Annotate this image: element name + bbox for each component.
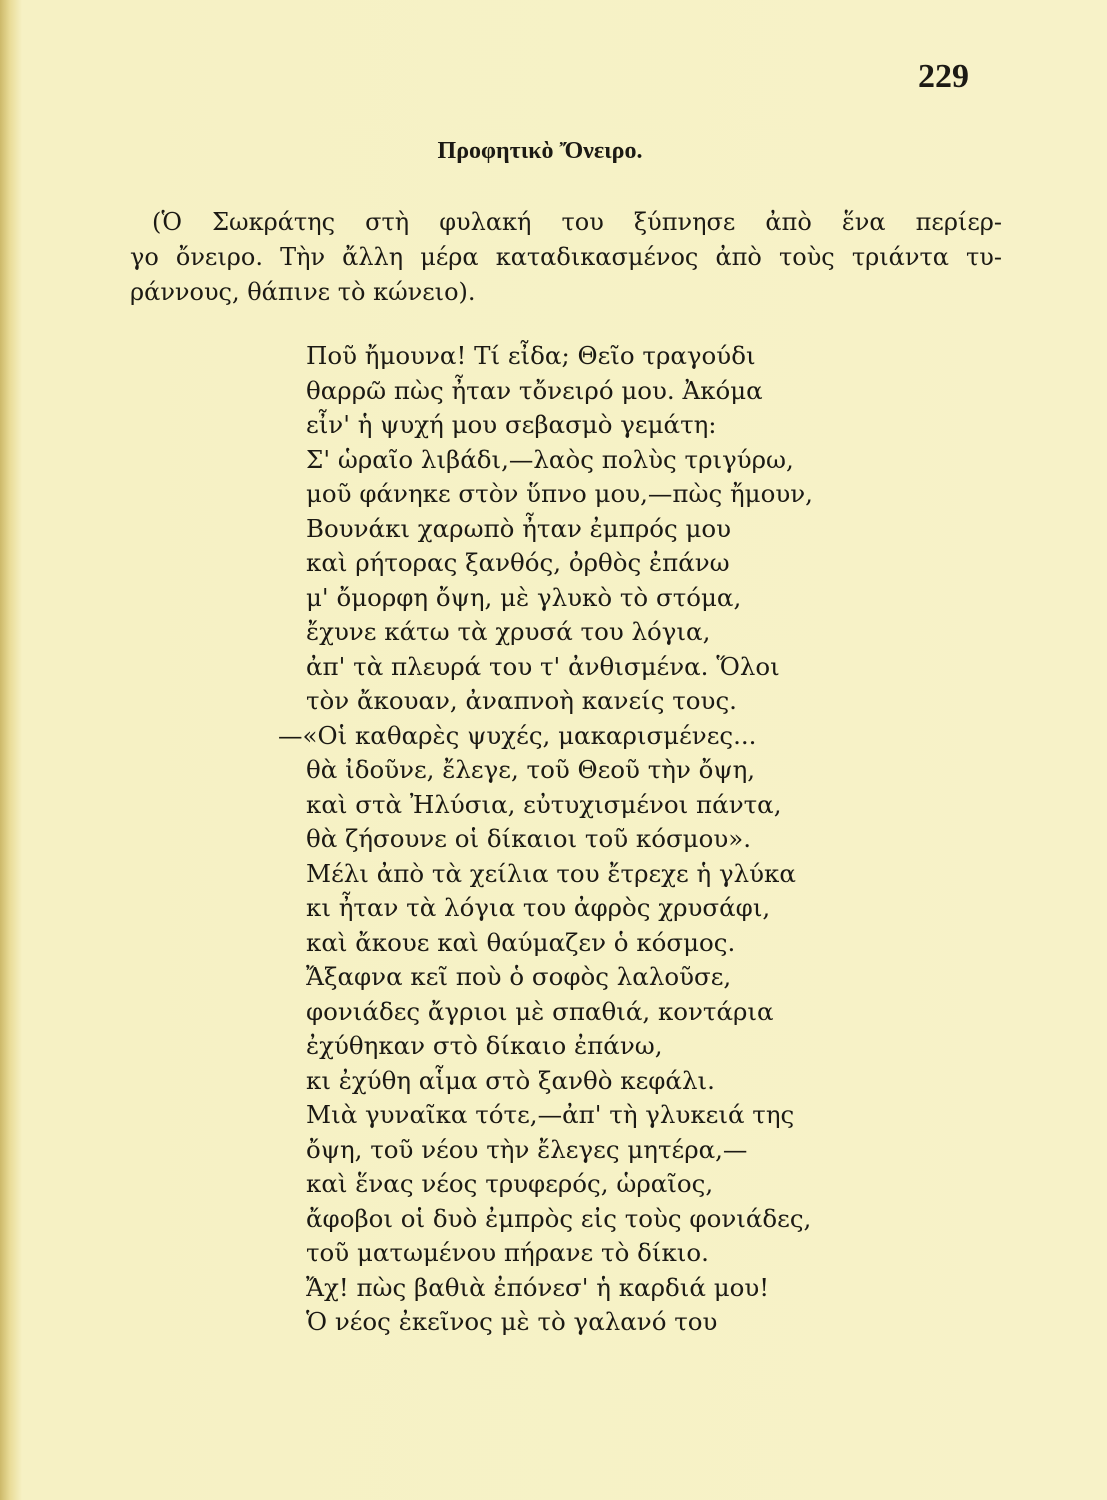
verse-line: τὸν ἄκουαν, ἀναπνοὴ κανείς τους. bbox=[306, 686, 737, 715]
intro-paragraph bbox=[130, 205, 1002, 310]
verse-line: μοῦ φάνηκε στὸν ὕπνο μου,—πὼς ἤμουν, bbox=[306, 479, 813, 508]
verse-line: καὶ ἕνας νέος τρυφερός, ὡραῖος, bbox=[306, 1169, 714, 1198]
verse-line: Ἄχ! πὼς βαθιὰ ἐπόνεσ' ἡ καρδιά μου! bbox=[306, 1272, 770, 1302]
verse-line: καὶ ἄκουε καὶ θαύμαζεν ὁ κόσμος. bbox=[306, 927, 736, 957]
poem-body bbox=[278, 339, 813, 1340]
verse-line: θαρρῶ πὼς ἦταν τὄνειρό μου. Ἀκόμα bbox=[306, 375, 763, 405]
verse-line: καὶ στὰ Ἠλύσια, εὐτυχισμένοι πάντα, bbox=[306, 789, 782, 819]
verse-line: φονιάδες ἄγριοι μὲ σπαθιά, κοντάρια bbox=[306, 996, 774, 1026]
verse-line: ἔχυνε κάτω τὰ χρυσά του λόγια, bbox=[306, 617, 711, 646]
verse-line: μ' ὄμορφη ὄψη, μὲ γλυκὸ τὸ στόμα, bbox=[306, 582, 742, 612]
verse-line: τοῦ ματωμένου πήρανε τὸ δίκιο. bbox=[306, 1238, 709, 1267]
verse-line: κι ἦταν τὰ λόγια του ἀφρὸς χρυσάφι, bbox=[306, 893, 771, 922]
verse-line: Σ' ὡραῖο λιβάδι,—λαὸς πολὺς τριγύρω, bbox=[306, 444, 794, 474]
page-number: 229 bbox=[918, 58, 969, 95]
verse-line: ἐχύθηκαν στὸ δίκαιο ἐπάνω, bbox=[306, 1031, 663, 1060]
verse-line: —«Οἱ καθαρὲς ψυχές, μακαρισμένες... bbox=[278, 720, 757, 750]
verse-line: καὶ ρήτορας ξανθός, ὀρθὸς ἐπάνω bbox=[306, 548, 730, 577]
verse-line: Βουνάκι χαρωπὸ ἦταν ἐμπρός μου bbox=[306, 513, 732, 543]
verse-line: Ποῦ ἤμουνα! Τί εἶδα; Θεῖο τραγούδι bbox=[306, 341, 756, 370]
verse-line: ἄφοβοι οἱ δυὸ ἐμπρὸς εἰς τοὺς φονιάδες, bbox=[306, 1203, 812, 1233]
poem-title: Προφητικὸ Ὄνειρο. bbox=[437, 138, 643, 164]
intro-line: (Ὁ Σωκράτης στὴ φυλακή του ξύπνησε ἀπὸ ἕνα περίερ- bbox=[152, 208, 1002, 236]
verse-line: κι ἐχύθη αἷμα στὸ ξανθὸ κεφάλι. bbox=[306, 1065, 715, 1095]
verse-line: θὰ ἰδοῦνε, ἔλεγε, τοῦ Θεοῦ τὴν ὄψη, bbox=[306, 755, 756, 784]
intro-line: ράννους, θάπινε τὸ κώνειο). bbox=[130, 278, 476, 306]
verse-line: εἶν' ἡ ψυχή μου σεβασμὸ γεμάτη: bbox=[306, 410, 717, 439]
verse-line: ὄψη, τοῦ νέου τὴν ἔλεγες μητέρα,— bbox=[306, 1134, 748, 1164]
verse-line: Ἄξαφνα κεῖ ποὺ ὁ σοφὸς λαλοῦσε, bbox=[306, 962, 732, 991]
verse-line: Μέλι ἀπὸ τὰ χείλια του ἔτρεχε ἡ γλύκα bbox=[306, 858, 796, 888]
intro-line: γο ὄνειρο. Τὴν ἄλλη μέρα καταδικασμένος ἀπὸ τοὺς τριάντα τυ- bbox=[130, 243, 1002, 271]
verse-line: Ὁ νέος ἐκεῖνος μὲ τὸ γαλανό του bbox=[306, 1307, 718, 1336]
verse-line: ἀπ' τὰ πλευρά του τ' ἀνθισμένα. Ὅλοι bbox=[306, 651, 780, 681]
verse-line: θὰ ζήσουνε οἱ δίκαιοι τοῦ κόσμου». bbox=[306, 824, 752, 853]
verse-line: Μιὰ γυναῖκα τότε,—ἀπ' τὴ γλυκειά της bbox=[306, 1100, 795, 1129]
